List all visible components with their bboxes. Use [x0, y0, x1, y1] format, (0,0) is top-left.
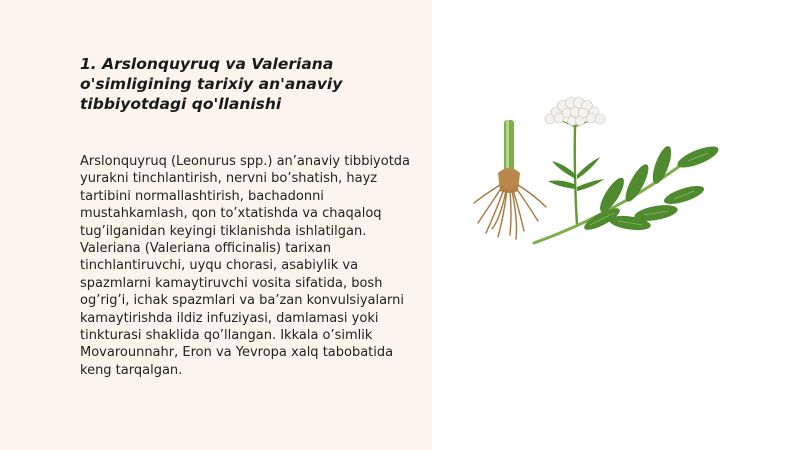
- valerian-plant-illustration-icon: [462, 95, 732, 255]
- flower-stem-icon: [545, 98, 605, 226]
- slide-body-text: Arslonquyruq (Leonurus spp.) an’anaviy tibbiyotda yurakni tinchlantirish, nervni bo’shatish, hayz tartibini normallashtirish, bachadonni mustahkamlash, qon to’xtatishda va chaqaloq tug’ilganidan keyingi tiklanishda ishlatilgan. Valeriana (Valeriana officinalis) tarixan tinchlantiruvchi, uyqu chorasi, asabiylik va spazmlarni kamaytiruvchi vosita sifatida, bosh og’rig’i, ichak spazmlari va ba’zan konvulsiyalarni kamaytirishda ildiz infuziyasi, damlamasi yoki tinkturasi shaklida qo’llangan. Ikkala o’simlik Movarounnahr, Eron va Yevropa xalq tabobatida keng tarqalgan.: [80, 154, 411, 378]
- leaf-icon: [534, 142, 721, 243]
- root-icon: [474, 120, 546, 239]
- slide-title: 1. Arslonquyruq va Valeriana o'simligining tarixiy an'anaviy tibbiyotdagi qo'llanishi: [80, 55, 343, 113]
